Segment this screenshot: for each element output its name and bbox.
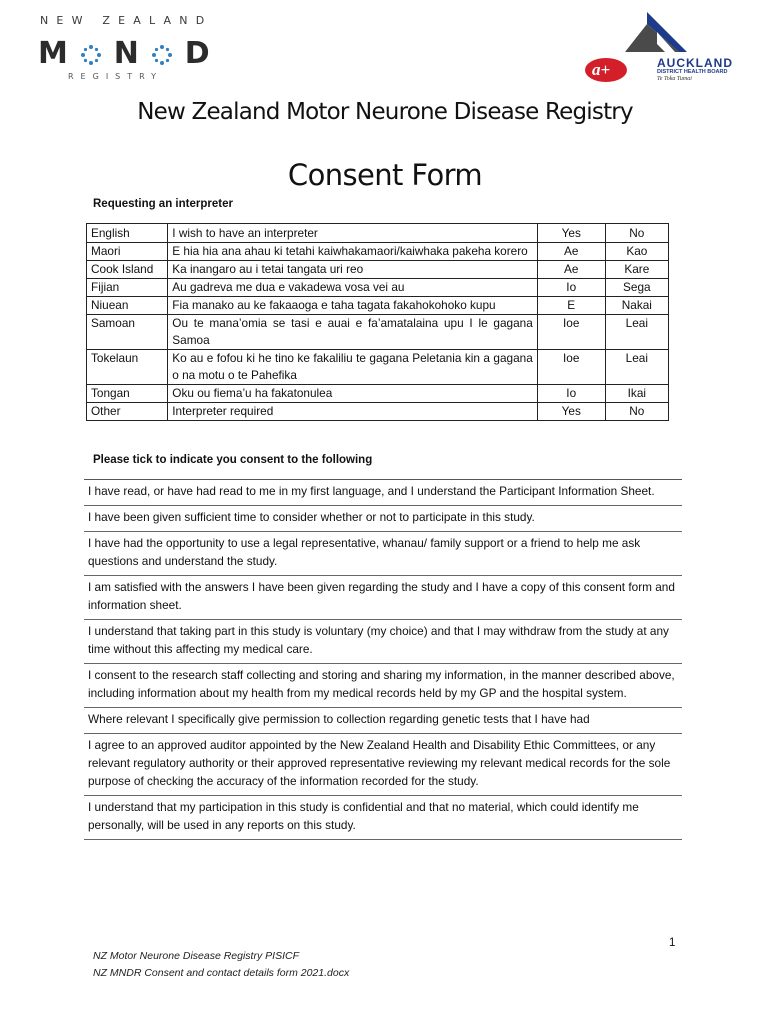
- consent-item[interactable]: I have read, or have had read to me in my first language, and I understand the Participant Information Sheet.: [84, 480, 682, 506]
- logo-bottom-text: REGISTRY: [68, 72, 164, 81]
- description-cell: Interpreter required: [168, 403, 538, 421]
- consent-item[interactable]: Where relevant I specifically give permission to collection regarding genetic tests that I have had: [84, 708, 682, 734]
- consent-item[interactable]: I am satisfied with the answers I have been given regarding the study and I have a copy of this consent form and information sheet.: [84, 576, 682, 620]
- page-title: New Zealand Motor Neurone Disease Registry: [137, 99, 633, 125]
- yes-option[interactable]: Ae: [537, 261, 605, 279]
- page-number: 1: [669, 937, 676, 949]
- no-option[interactable]: No: [605, 403, 668, 421]
- table-row: [87, 279, 669, 297]
- description-cell: E hia hia ana ahau ki tetahi kaiwhakamaori/kaiwhaka pakeha korero: [168, 243, 538, 261]
- logo-top-text: NEW ZEALAND: [40, 14, 213, 27]
- table-row: [87, 224, 669, 243]
- table-row: [87, 261, 669, 279]
- yes-option[interactable]: Io: [537, 385, 605, 403]
- adhb-subname: DISTRICT HEALTH BOARD: [657, 69, 728, 75]
- yes-option[interactable]: Ioe: [537, 350, 605, 385]
- no-option[interactable]: Sega: [605, 279, 668, 297]
- language-cell: Cook Island: [87, 261, 168, 279]
- no-option[interactable]: Ikai: [605, 385, 668, 403]
- yes-option[interactable]: Io: [537, 279, 605, 297]
- consent-item[interactable]: I agree to an approved auditor appointed by the New Zealand Health and Disability Ethic Committees, or any relevant regulatory authority or their approved representative reviewing my relevant medical records for the sole purpose of checking the accuracy of the information recorded for the study.: [84, 734, 682, 796]
- yes-option[interactable]: E: [537, 297, 605, 315]
- form-title: Consent Form: [287, 158, 483, 192]
- description-cell: Oku ou fiema’u ha fakatonulea: [168, 385, 538, 403]
- consent-item[interactable]: I understand that my participation in this study is confidential and that no material, which could identify me personally, will be used in any reports on this study.: [84, 796, 682, 840]
- consent-heading: Please tick to indicate you consent to the following: [93, 454, 373, 466]
- adhb-badge-text: a+: [592, 60, 611, 79]
- no-option[interactable]: Kare: [605, 261, 668, 279]
- starburst-icon: [151, 44, 173, 66]
- language-cell: Samoan: [87, 315, 168, 350]
- description-cell: Ou te mana’omia se tasi e auai e fa’amatalaina upu I le gagana Samoa: [168, 315, 538, 350]
- starburst-icon: [80, 44, 102, 66]
- language-cell: Fijian: [87, 279, 168, 297]
- adhb-name: AUCKLAND: [657, 56, 733, 70]
- logo-main-text: [38, 36, 211, 71]
- no-option[interactable]: No: [605, 224, 668, 243]
- description-cell: Au gadreva me dua e vakadewa vosa vei au: [168, 279, 538, 297]
- yes-option[interactable]: Ioe: [537, 315, 605, 350]
- footer-line-1: NZ Motor Neurone Disease Registry PISICF: [93, 950, 299, 962]
- consent-item[interactable]: I understand that taking part in this study is voluntary (my choice) and that I may withdraw from the study at any time without this affecting my medical care.: [84, 620, 682, 664]
- description-cell: Fia manako au ke fakaaoga e taha tagata fakahokohoko kupu: [168, 297, 538, 315]
- adhb-tagline: Te Toka Tumai: [657, 76, 692, 82]
- logo-letter-m: M: [38, 36, 69, 71]
- description-cell: Ko au e fofou ki he tino ke fakaliliu te gagana Peletania kin a gagana o na motu o te Pahefika: [168, 350, 538, 385]
- interpreter-table: [86, 223, 669, 421]
- description-cell: I wish to have an interpreter: [168, 224, 538, 243]
- consent-item[interactable]: I have been given sufficient time to consider whether or not to participate in this study.: [84, 506, 682, 532]
- no-option[interactable]: Leai: [605, 350, 668, 385]
- logo-letter-d: D: [184, 36, 211, 71]
- table-row: [87, 385, 669, 403]
- language-cell: Niuean: [87, 297, 168, 315]
- consent-item[interactable]: I consent to the research staff collecting and storing and sharing my information, in the manner described above, including information about my health from my medical records held by my GP and the hospital system.: [84, 664, 682, 708]
- interpreter-heading: Requesting an interpreter: [93, 198, 233, 210]
- consent-list: [84, 479, 682, 840]
- language-cell: English: [87, 224, 168, 243]
- table-row: [87, 350, 669, 385]
- consent-item[interactable]: I have had the opportunity to use a legal representative, whanau/ family support or a friend to help me ask questions and understand the study.: [84, 532, 682, 576]
- yes-option[interactable]: Ae: [537, 243, 605, 261]
- auckland-dhb-logo: [585, 10, 733, 88]
- table-row: [87, 297, 669, 315]
- no-option[interactable]: Leai: [605, 315, 668, 350]
- language-cell: Tokelaun: [87, 350, 168, 385]
- table-row: [87, 315, 669, 350]
- mnd-registry-logo: [38, 14, 213, 86]
- language-cell: Other: [87, 403, 168, 421]
- no-option[interactable]: Kao: [605, 243, 668, 261]
- language-cell: Tongan: [87, 385, 168, 403]
- description-cell: Ka inangaro au i tetai tangata uri reo: [168, 261, 538, 279]
- language-cell: Maori: [87, 243, 168, 261]
- no-option[interactable]: Nakai: [605, 297, 668, 315]
- footer-line-2: NZ MNDR Consent and contact details form 2021.docx: [93, 967, 350, 979]
- table-row: [87, 403, 669, 421]
- yes-option[interactable]: Yes: [537, 403, 605, 421]
- logo-letter-n: N: [113, 36, 140, 71]
- table-row: [87, 243, 669, 261]
- yes-option[interactable]: Yes: [537, 224, 605, 243]
